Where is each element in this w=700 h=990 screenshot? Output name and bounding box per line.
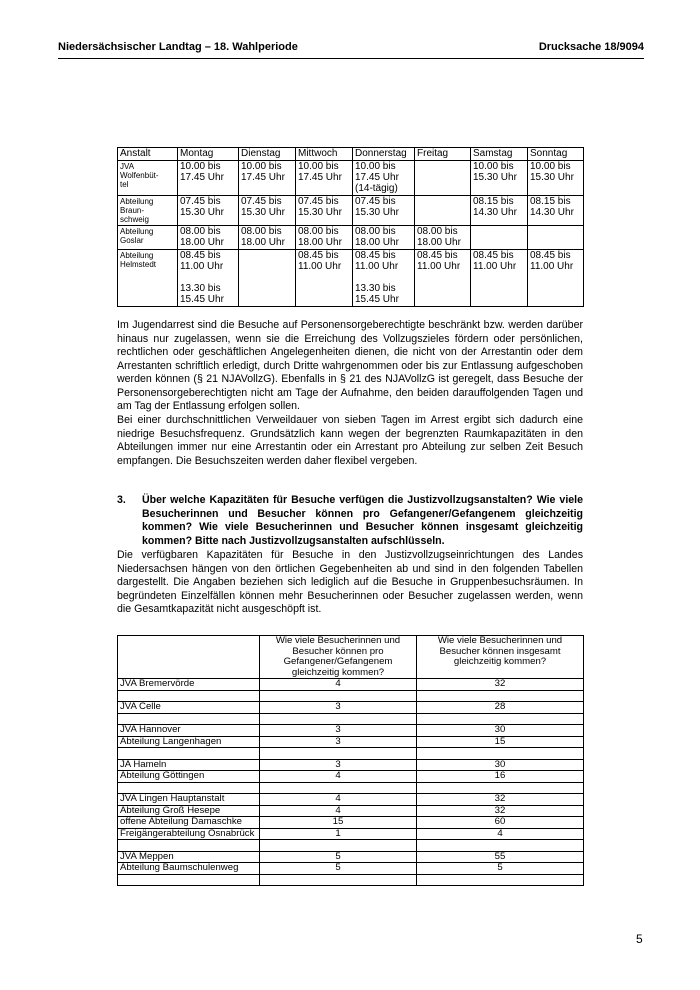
capacity-table: [117, 635, 584, 886]
table-row: [118, 851, 584, 863]
capacity-value-cell: 60: [417, 817, 584, 829]
paragraph-jugendarrest: Im Jugendarrest sind die Besuche auf Personensorgeberechtigte beschränkt bzw. werden darüber hinaus nur zugelassen, wenn sie die Erreichung des Vollzugszieles fördern oder persönlichen, rechtlichen oder geschäftlichen Angelegenheiten dienen, die nicht von der Arrestantin oder dem Arrestanten schriftlich erledigt, durch Dritte wahrgenommen oder bis zur Entlassung aufgeschoben werden können (§ 21 NJAVollzG). Ebenfalls in § 21 des NJAVollzG ist geregelt, dass Besuche der Personensorgeberechtigten nicht am Tage der Aufnahme, den beiden darauffolgenden Tagen und am Tag der Entlassung erfolgen sollen.: [117, 319, 583, 412]
institution-cell: Abteilung Braun- schweig: [118, 196, 178, 226]
institution-name-cell: JVA Hannover: [118, 725, 260, 737]
table-row: [118, 782, 584, 794]
capacity-value-cell: 5: [417, 863, 584, 875]
question-number: 3.: [117, 494, 126, 506]
capacity-value-cell: 16: [417, 771, 584, 783]
table-row: [118, 250, 584, 307]
table-row: [118, 771, 584, 783]
institution-cell: JVA Wolfenbüt- tel: [118, 161, 178, 196]
capacity-value-cell: [417, 748, 584, 760]
visiting-time-cell: 08.15 bis 14.30 Uhr: [471, 196, 528, 226]
capacity-value-cell: 55: [417, 851, 584, 863]
institution-name-cell: [118, 748, 260, 760]
institution-name-cell: [118, 874, 260, 886]
visiting-time-cell: 07.45 bis 15.30 Uhr: [178, 196, 239, 226]
visits-header-cell: Sonntag: [528, 148, 584, 161]
visits-header-cell: Freitag: [415, 148, 471, 161]
visiting-time-cell: [239, 250, 296, 307]
capacity-header-row: [118, 636, 584, 679]
institution-name-cell: [118, 840, 260, 852]
table-row: [118, 725, 584, 737]
visiting-hours-table: [117, 147, 584, 307]
capacity-value-cell: [260, 690, 417, 702]
capacity-value-cell: 15: [260, 817, 417, 829]
table-row: [118, 713, 584, 725]
visiting-time-cell: 08.00 bis 18.00 Uhr: [415, 226, 471, 250]
question-3: [117, 494, 583, 548]
visiting-time-cell: 08.00 bis 18.00 Uhr: [353, 226, 415, 250]
visiting-time-cell: [415, 196, 471, 226]
table-row: [118, 817, 584, 829]
capacity-value-cell: 4: [260, 679, 417, 691]
paragraph-verweildauer: Bei einer durchschnittlichen Verweildauer von sieben Tagen im Arrest ergibt sich dadurch eine niedrige Besuchsfrequenz. Grundsätzlich kann wegen der begrenzten Raumkapazitäten in den Abteilungen immer nur eine Arrestantin oder ein Arrestant pro Abteilung zur selben Zeit Besuch empfangen. Die Besuchszeiten werden daher flexibel vergeben.: [117, 414, 583, 467]
page-number: 5: [636, 932, 643, 946]
capacity-value-cell: 4: [260, 805, 417, 817]
institution-name-cell: [118, 782, 260, 794]
visiting-time-cell: 10.00 bis 15.30 Uhr: [471, 161, 528, 196]
capacity-value-cell: [260, 840, 417, 852]
paragraph-kapazitaeten: Die verfügbaren Kapazitäten für Besuche in den Justizvollzugseinrichtungen des Landes Niedersachsen hängen von den örtlichen Gegebenheiten ab und sind in den folgenden Tabellen dargestellt. Die Angaben beziehen sich lediglich auf die Besuche in Gruppenbesuchsräumen. In begründeten Einzelfällen können mehr Besucherinnen oder Besucher zugelassen werden, wenn die Gesamtkapazität nicht ausgeschöpft ist.: [117, 549, 583, 615]
table-row: [118, 794, 584, 806]
capacity-value-cell: 4: [417, 828, 584, 840]
table-row: [118, 679, 584, 691]
visits-header-cell: Samstag: [471, 148, 528, 161]
capacity-header-cell: Wie viele Besucherinnen und Besucher können pro Gefangener/Gefangenem gleichzeitig kommen?: [260, 636, 417, 679]
capacity-value-cell: 15: [417, 736, 584, 748]
table-row: [118, 736, 584, 748]
institution-name-cell: JVA Celle: [118, 702, 260, 714]
capacity-header-cell: [118, 636, 260, 679]
capacity-value-cell: 32: [417, 805, 584, 817]
capacity-value-cell: 30: [417, 725, 584, 737]
visits-header-cell: Mittwoch: [296, 148, 353, 161]
institution-name-cell: Freigängerabteilung Osnabrück: [118, 828, 260, 840]
table-row: [118, 828, 584, 840]
capacity-value-cell: 1: [260, 828, 417, 840]
visits-header-cell: Dienstag: [239, 148, 296, 161]
visiting-time-cell: 08.00 bis 18.00 Uhr: [296, 226, 353, 250]
capacity-value-cell: 5: [260, 851, 417, 863]
table-row: [118, 805, 584, 817]
institution-name-cell: JVA Bremervörde: [118, 679, 260, 691]
capacity-value-cell: 3: [260, 736, 417, 748]
visiting-time-cell: [528, 226, 584, 250]
table-row: [118, 161, 584, 196]
capacity-value-cell: [417, 782, 584, 794]
capacity-value-cell: 5: [260, 863, 417, 875]
capacity-value-cell: 3: [260, 759, 417, 771]
visiting-time-cell: 10.00 bis 17.45 Uhr: [178, 161, 239, 196]
header-rule: [58, 58, 644, 59]
visiting-time-cell: 07.45 bis 15.30 Uhr: [353, 196, 415, 226]
visiting-time-cell: 08.45 bis 11.00 Uhr 13.30 bis 15.45 Uhr: [353, 250, 415, 307]
capacity-value-cell: 4: [260, 794, 417, 806]
capacity-value-cell: 3: [260, 725, 417, 737]
institution-name-cell: JVA Lingen Hauptanstalt: [118, 794, 260, 806]
capacity-value-cell: [417, 874, 584, 886]
institution-name-cell: Abteilung Göttingen: [118, 771, 260, 783]
header-title: Niedersächsischer Landtag – 18. Wahlperiode: [58, 41, 298, 53]
visiting-time-cell: 08.45 bis 11.00 Uhr: [415, 250, 471, 307]
visiting-time-cell: 08.00 bis 18.00 Uhr: [178, 226, 239, 250]
capacity-value-cell: 32: [417, 679, 584, 691]
institution-name-cell: offene Abteilung Damaschke: [118, 817, 260, 829]
header-doc-number: Drucksache 18/9094: [538, 41, 644, 53]
visiting-time-cell: [415, 161, 471, 196]
visiting-time-cell: 08.45 bis 11.00 Uhr 13.30 bis 15.45 Uhr: [178, 250, 239, 307]
visiting-time-cell: 08.45 bis 11.00 Uhr: [471, 250, 528, 307]
capacity-value-cell: 4: [260, 771, 417, 783]
visits-header-row: [118, 148, 584, 161]
table-row: [118, 840, 584, 852]
institution-name-cell: [118, 690, 260, 702]
capacity-value-cell: [260, 874, 417, 886]
capacity-header-cell: Wie viele Besucherinnen und Besucher können insgesamt gleichzeitig kommen?: [417, 636, 584, 679]
capacity-value-cell: 28: [417, 702, 584, 714]
visiting-time-cell: [471, 226, 528, 250]
table-row: [118, 759, 584, 771]
table-row: [118, 874, 584, 886]
capacity-value-cell: [417, 690, 584, 702]
institution-name-cell: JVA Meppen: [118, 851, 260, 863]
table-row: [118, 226, 584, 250]
visiting-time-cell: 10.00 bis 17.45 Uhr (14-tägig): [353, 161, 415, 196]
visiting-time-cell: 07.45 bis 15.30 Uhr: [239, 196, 296, 226]
institution-name-cell: [118, 713, 260, 725]
visiting-time-cell: 07.45 bis 15.30 Uhr: [296, 196, 353, 226]
institution-name-cell: Abteilung Baumschulenweg: [118, 863, 260, 875]
table-row: [118, 702, 584, 714]
capacity-value-cell: 32: [417, 794, 584, 806]
visiting-time-cell: 10.00 bis 17.45 Uhr: [296, 161, 353, 196]
institution-cell: Abteilung Helmstedt: [118, 250, 178, 307]
institution-name-cell: Abteilung Langenhagen: [118, 736, 260, 748]
capacity-value-cell: 30: [417, 759, 584, 771]
institution-name-cell: JA Hameln: [118, 759, 260, 771]
institution-cell: Abteilung Goslar: [118, 226, 178, 250]
visiting-time-cell: 08.15 bis 14.30 Uhr: [528, 196, 584, 226]
visiting-time-cell: 08.45 bis 11.00 Uhr: [296, 250, 353, 307]
table-row: [118, 690, 584, 702]
visits-header-cell: Donnerstag: [353, 148, 415, 161]
visiting-time-cell: 08.45 bis 11.00 Uhr: [528, 250, 584, 307]
table-row: [118, 863, 584, 875]
capacity-value-cell: 3: [260, 702, 417, 714]
visits-header-cell: Anstalt: [118, 148, 178, 161]
visits-header-cell: Montag: [178, 148, 239, 161]
capacity-value-cell: [417, 840, 584, 852]
capacity-value-cell: [417, 713, 584, 725]
visiting-time-cell: 10.00 bis 17.45 Uhr: [239, 161, 296, 196]
question-text: Über welche Kapazitäten für Besuche verfügen die Justizvollzugsanstalten? Wie viele Besucherinnen und Besucher können pro Gefangener/Gefangenem gleichzeitig kommen? Wie viele Besucherinnen und Besucher können insgesamt gleichzeitig kommen? Bitte nach Justizvollzugsanstalten aufschlüsseln.: [142, 494, 583, 547]
capacity-value-cell: [260, 713, 417, 725]
table-row: [118, 748, 584, 760]
visiting-time-cell: 08.00 bis 18.00 Uhr: [239, 226, 296, 250]
visiting-time-cell: 10.00 bis 15.30 Uhr: [528, 161, 584, 196]
capacity-value-cell: [260, 748, 417, 760]
capacity-value-cell: [260, 782, 417, 794]
table-row: [118, 196, 584, 226]
institution-name-cell: Abteilung Groß Hesepe: [118, 805, 260, 817]
